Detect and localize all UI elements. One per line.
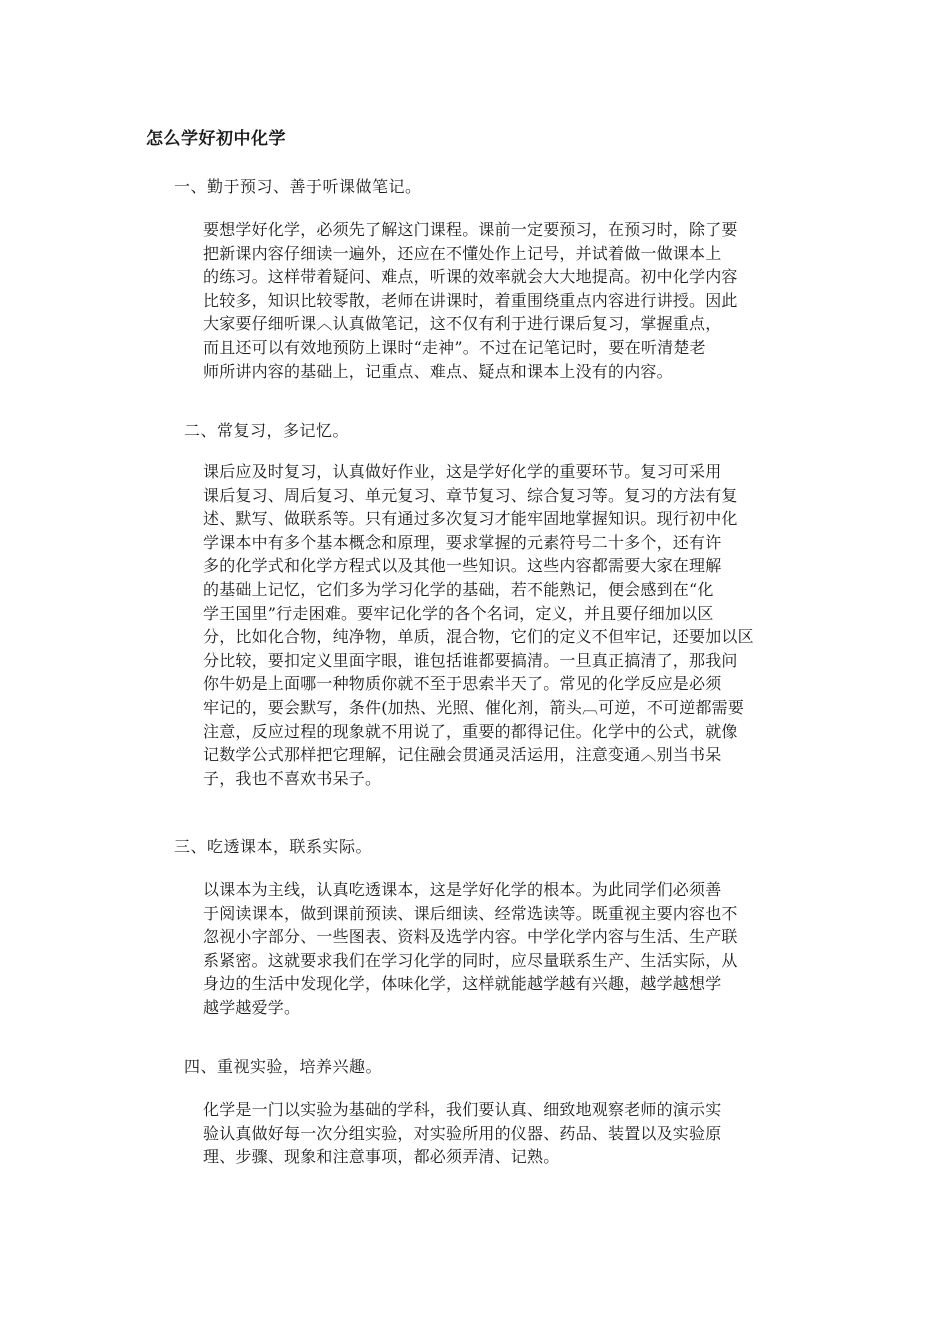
paragraph-line: 的基础上记忆，它们多为学习化学的基础，若不能熟记，便会感到在“化 [203,579,714,599]
paragraph-line: 师所讲内容的基础上，记重点、难点、疑点和课本上没有的内容。 [203,361,673,381]
paragraph-line: 课后应及时复习，认真做好作业，这是学好化学的重要环节。复习可采用 [203,462,722,481]
paragraph-line: 多的化学式和化学方程式以及其他一些知识。这些内容都需要大家在理解 [203,556,722,576]
paragraph-line: 要想学好化学，必须先了解这门课程。课前一定要预习，在预习时，除了要 [203,220,738,239]
section-body-4 [203,1098,811,1169]
paragraph-line: 分比较，要扣定义里面字眼，谁包括谁都要搞清。一旦真正搞清了，那我问 [203,650,738,670]
paragraph-line: 学课本中有多个基本概念和原理，要求掌握的元素符号二十多个，还有许 [203,532,722,552]
paragraph-line: 述、默写、做联系等。只有通过多次复习才能牢固地掌握知识。现行初中化 [203,509,738,529]
paragraph-line: 注意，反应过程的现象就不用说了，重要的都得记住。化学中的公式，就像 [203,721,738,741]
paragraph-line: 比较多，知识比较零散，老师在讲课时，着重围绕重点内容进行讲授。因此 [203,290,738,310]
paragraph-line: 于阅读课本，做到课前预读、课后细读、经常选读等。既重视主要内容也不 [203,903,738,923]
paragraph-line: 系紧密。这就要求我们在学习化学的同时，应尽量联系生产、生活实际，从 [203,950,738,970]
section-heading-2: 二、常复习，多记忆。 [184,421,350,440]
section-body-2 [203,460,811,790]
paragraph-line: 把新课内容仔细读一遍外，还应在不懂处作上记号，并试着做一做课本上 [203,243,722,263]
paragraph-line: 化学是一门以实验为基础的学科，我们要认真、细致地观察老师的演示实 [203,1100,722,1119]
paragraph-line: 以课本为主线，认真吃透课本，这是学好化学的根本。为此同学们必须善 [203,880,722,899]
paragraph-line: 越学越爱学。 [203,997,301,1017]
paragraph-line: 而且还可以有效地预防上课时“走神”。不过在记笔记时，要在听清楚老 [203,337,706,357]
paragraph-line: 身边的生活中发现化学，体味化学，这样就能越学越有兴趣，越学越想学 [203,974,722,994]
section-heading-4: 四、重视实验，培养兴趣。 [184,1057,383,1076]
paragraph-line: 大家要仔细听课︿认真做笔记，这不仅有利于进行课后复习，掌握重点， [203,314,722,334]
paragraph-line: 理、步骤、现象和注意事项，都必须弄清、记熟。 [203,1147,560,1167]
paragraph-line: 忽视小字部分、一些图表、资料及选学内容。中学化学内容与生活、生产联 [203,927,738,947]
paragraph-line: 你牛奶是上面哪一种物质你就不至于思索半天了。常见的化学反应是必须 [203,674,722,694]
paragraph-line: 课后复习、周后复习、单元复习、章节复习、综合复习等。复习的方法有复 [203,485,738,505]
section-heading-3: 三、吃透课本，联系实际。 [174,837,373,856]
paragraph-line: 学王国里”行走困难。要牢记化学的各个名词，定义，并且要仔细加以区 [203,603,714,623]
paragraph-line: 的练习。这样带着疑问、难点，听课的效率就会大大地提高。初中化学内容 [203,267,738,287]
paragraph-line: 记数学公式那样把它理解，记住融会贯通灵活运用，注意变通︿别当书呆 [203,745,722,765]
section-body-1 [203,218,811,383]
document-title: 怎么学好初中化学 [146,129,286,149]
paragraph-line: 子，我也不喜欢书呆子。 [203,768,382,788]
paragraph-line: 分，比如化合物，纯净物，单质，混合物，它们的定义不但牢记，还要加以区 [203,627,754,647]
paragraph-line: 验认真做好每一次分组实验，对实验所用的仪器、药品、装置以及实验原 [203,1123,722,1143]
section-body-3 [203,878,811,1020]
paragraph-line: 牢记的，要会默写，条件(加热、光照、催化剂，箭头︹可逆，不可逆都需要 [203,697,745,717]
section-heading-1: 一、勤于预习、善于听课做笔记。 [174,177,422,196]
